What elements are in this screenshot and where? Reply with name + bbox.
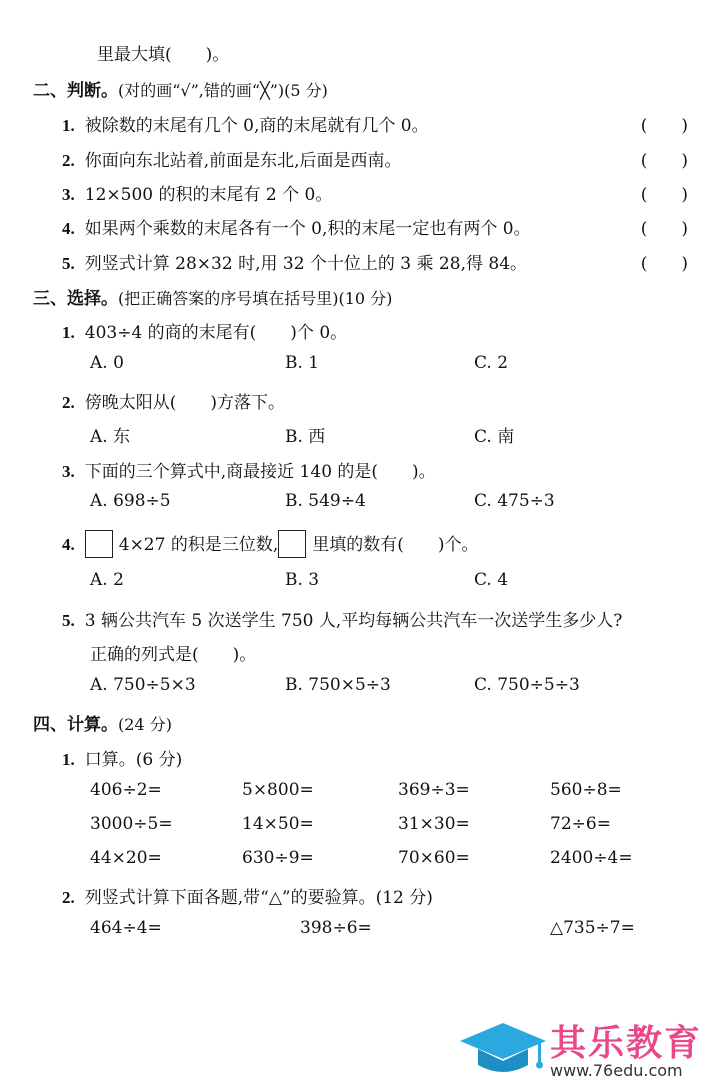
section-2-heading [33,76,328,101]
option-a[interactable]: A. 698÷5 [90,491,171,511]
choice-question-1: 1. 403÷4 的商的末尾有( )个 0。 [62,323,348,343]
judge-question-4: 4. 如果两个乘数的末尾各有一个 0,积的末尾一定也有两个 0。 [62,219,531,239]
oral-calc-item: 14×50= [242,814,314,834]
oral-calc-item: 560÷8= [550,780,622,800]
oral-calc-item: 31×30= [398,814,470,834]
choice-question-5-line2: 正确的列式是( )。 [90,645,257,665]
section-3-note: (把正确答案的序号填在括号里)(10 分) [118,289,393,308]
option-c[interactable]: C. 4 [474,570,509,590]
choice-question-2: 2. 傍晚太阳从( )方落下。 [62,393,286,413]
option-a[interactable]: A. 0 [90,353,124,373]
blank-box[interactable] [85,530,113,558]
judge-question-1: 1. 被除数的末尾有几个 0,商的末尾就有几个 0。 [62,116,429,136]
graduation-cap-icon [458,1015,548,1085]
oral-calc-item: 72÷6= [550,814,611,834]
answer-paren[interactable]: ( ) [640,254,688,274]
oral-calc-item: 5×800= [242,780,314,800]
section-3-heading [33,284,392,309]
option-c[interactable]: C. 750÷5÷3 [474,675,580,695]
option-c[interactable]: C. 南 [474,427,515,447]
judge-question-3: 3. 12×500 的积的末尾有 2 个 0。 [62,185,333,205]
option-b[interactable]: B. 1 [285,353,320,373]
section-4-title: 四、计算。 [33,715,118,735]
choice-question-4: 4. 4×27 的积是三位数, 里填的数有( )个。 [62,530,479,560]
answer-paren[interactable]: ( ) [640,219,688,239]
choice-question-3: 3. 下面的三个算式中,商最接近 140 的是( )。 [62,462,436,482]
option-b[interactable]: B. 西 [285,427,326,447]
oral-calc-heading: 1. 口算。(6 分) [62,750,183,770]
oral-calc-item: 3000÷5= [90,814,173,834]
option-c[interactable]: C. 475÷3 [474,491,555,511]
vertical-calc-heading: 2. 列竖式计算下面各题,带“△”的要验算。(12 分) [62,888,433,908]
section-4-heading [33,710,172,735]
brand-url: www.76edu.com [550,1061,683,1080]
answer-paren[interactable]: ( ) [640,116,688,136]
answer-paren[interactable]: ( ) [640,151,688,171]
oral-calc-item: 630÷9= [242,848,314,868]
answer-paren[interactable]: ( ) [640,185,688,205]
previous-question-tail: 里最大填( )。 [97,45,230,65]
oral-calc-item: 70×60= [398,848,470,868]
option-c[interactable]: C. 2 [474,353,509,373]
oral-calc-item: 44×20= [90,848,162,868]
vertical-calc-item: 464÷4= [90,918,162,938]
brand-name: 其乐教育 [550,1023,703,1064]
blank-box[interactable] [278,530,306,558]
section-2-note: (对的画“√”,错的画“╳”)(5 分) [118,81,328,100]
option-b[interactable]: B. 3 [285,570,320,590]
section-3-title: 三、选择。 [33,289,118,309]
brand-logo [458,1015,718,1085]
section-2-title: 二、判断。 [33,81,118,101]
option-a[interactable]: A. 750÷5×3 [90,675,196,695]
option-b[interactable]: B. 549÷4 [285,491,366,511]
option-a[interactable]: A. 东 [90,427,131,447]
section-4-note: (24 分) [118,715,172,734]
oral-calc-item: 406÷2= [90,780,162,800]
oral-calc-item: 369÷3= [398,780,470,800]
vertical-calc-item: △735÷7= [550,918,635,938]
judge-question-2: 2. 你面向东北站着,前面是东北,后面是西南。 [62,151,402,171]
vertical-calc-item: 398÷6= [300,918,372,938]
oral-calc-item: 2400÷4= [550,848,633,868]
option-a[interactable]: A. 2 [90,570,124,590]
choice-question-5: 5. 3 辆公共汽车 5 次送学生 750 人,平均每辆公共汽车一次送学生多少人? [62,611,623,631]
judge-question-5: 5. 列竖式计算 28×32 时,用 32 个十位上的 3 乘 28,得 84。 [62,254,528,274]
option-b[interactable]: B. 750×5÷3 [285,675,391,695]
